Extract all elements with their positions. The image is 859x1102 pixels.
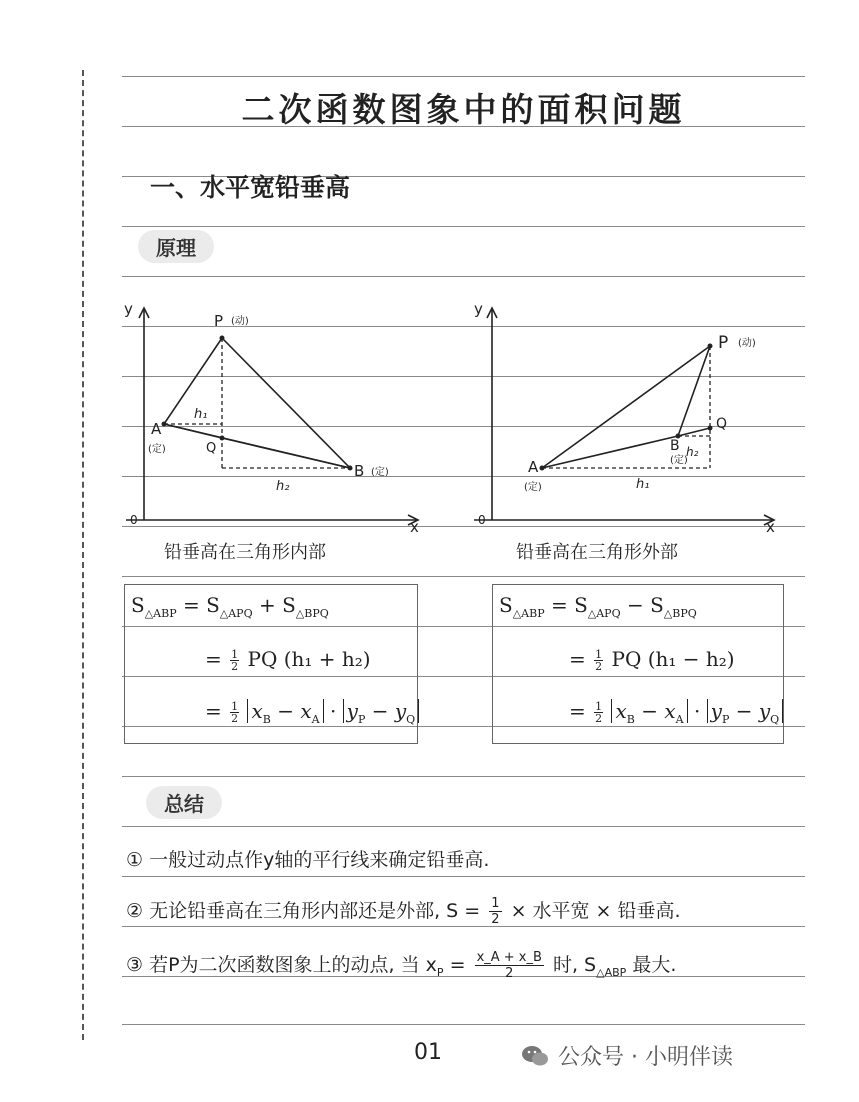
a-label: A (528, 458, 539, 476)
formula-line-2: = $\frac{1}{2}$ PQ (h₁ + h₂) (205, 647, 371, 673)
half-fraction: $\frac{1}{2}$ (491, 896, 500, 927)
formula-line-1: $S_{\triangle ABP} = S_{\triangle APQ} - S_{\triangle BPQ}$ (499, 593, 697, 620)
a-label: A (151, 420, 162, 438)
origin-label: 0 (478, 513, 486, 527)
point-p (708, 344, 713, 349)
origin-label: 0 (130, 513, 138, 527)
point-b (348, 466, 353, 471)
b-label: B (670, 438, 680, 454)
h2-label: h₂ (686, 445, 699, 459)
x-label: x (410, 518, 419, 535)
notebook-rule (122, 826, 805, 827)
margin-dashed-line (82, 70, 84, 1040)
midpoint-fraction: $\frac{x\_A + x\_B}{2}$ (476, 950, 542, 981)
point-q (708, 426, 713, 431)
a-note: (定) (524, 482, 542, 493)
x-label: x (766, 518, 775, 535)
half-fraction: $\frac{1}{2}$ (595, 648, 603, 673)
half-fraction: $\frac{1}{2}$ (595, 700, 603, 725)
triangle-abp (542, 346, 710, 468)
formula-line-3: = $\frac{1}{2}$ $x_B - x_A \cdot y_P - y_Q$ (205, 699, 419, 726)
point-q (220, 436, 225, 441)
notebook-rule (122, 876, 805, 877)
diagram-inside (116, 300, 426, 535)
p-note: (动) (738, 338, 756, 349)
notebook-rule (122, 276, 805, 277)
point-p (220, 336, 225, 341)
formula-box-outside (492, 584, 784, 744)
half-fraction: $\frac{1}{2}$ (231, 700, 239, 725)
h2-label: h₂ (276, 479, 290, 494)
h1-label: h₁ (636, 477, 650, 492)
page-title: 二次函数图象中的面积问题 (241, 90, 686, 129)
summary-item-3: ③ 若P为二次函数图象上的动点, 当 $x_P$ = $\frac{x\_A + x\_B}{2}$ 时, $S_{\triangle ABP}$ 最大. (126, 950, 677, 981)
half-fraction: $\frac{1}{2}$ (231, 648, 239, 673)
notebook-rule (122, 226, 805, 227)
caption-inside: 铅垂高在三角形内部 (164, 542, 326, 563)
caption-outside: 铅垂高在三角形外部 (516, 542, 678, 563)
notebook-rule (122, 76, 805, 77)
b-label: B (354, 462, 365, 480)
segment-aq (164, 424, 222, 438)
b-note: (定) (371, 467, 389, 478)
p-label: P (718, 333, 729, 353)
formula-line-1: $S_{\triangle ABP} = S_{\triangle APQ} + S_{\triangle BPQ}$ (131, 593, 329, 620)
page-number: 01 (414, 1040, 442, 1065)
formula-line-2: = $\frac{1}{2}$ PQ (h₁ − h₂) (569, 647, 735, 673)
diagram-outside (466, 300, 786, 535)
b-note: (定) (670, 455, 688, 466)
summary-item-1: ① 一般过动点作y轴的平行线来确定铅垂高. (126, 849, 490, 871)
h1-label: h₁ (194, 407, 208, 422)
a-note: (定) (148, 444, 166, 455)
formula-box-inside (124, 584, 418, 744)
summary-label: 总结 (146, 786, 222, 819)
summary-item-2: ② 无论铅垂高在三角形内部还是外部, S = $\frac{1}{2}$ × 水平宽 × 铅垂高. (126, 896, 681, 927)
notebook-rule (122, 1024, 805, 1025)
y-label: y (124, 300, 133, 318)
principle-label: 原理 (138, 230, 214, 263)
watermark (520, 1040, 733, 1071)
triangle-abp (164, 338, 350, 468)
q-label: Q (206, 441, 217, 456)
segment-bq (678, 428, 710, 436)
notebook-rule (122, 576, 805, 577)
point-a (162, 422, 167, 427)
p-label: P (214, 312, 224, 330)
notebook-rule (122, 776, 805, 777)
segment-qb (222, 438, 350, 468)
p-note: (动) (231, 316, 249, 327)
formula-line-3: = $\frac{1}{2}$ $x_B - x_A \cdot y_P - y_Q$ (569, 699, 783, 726)
watermark-text: 公众号 · 小明伴读 (558, 1045, 733, 1070)
wechat-icon (520, 1043, 550, 1069)
point-a (540, 466, 545, 471)
section-heading: 一、水平宽铅垂高 (150, 173, 351, 202)
q-label: Q (716, 416, 728, 432)
y-label: y (474, 300, 483, 318)
